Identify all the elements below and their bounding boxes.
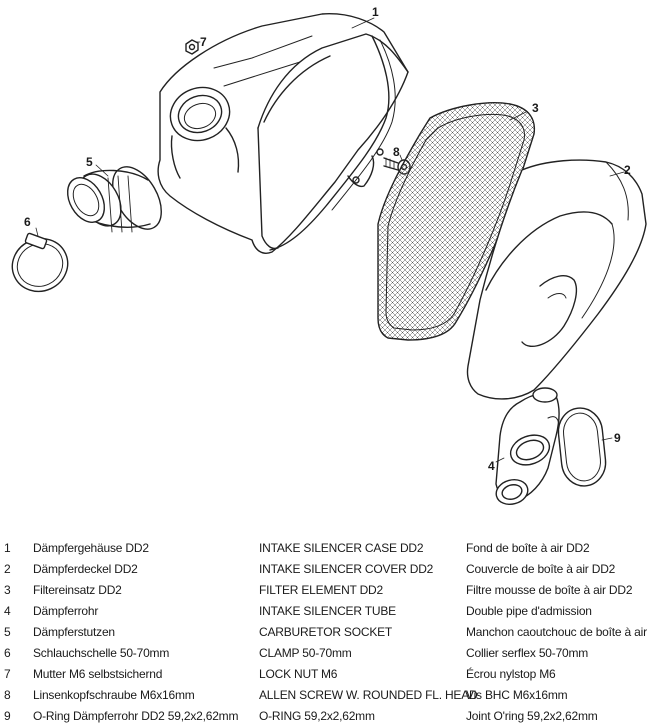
part-name-english: INTAKE SILENCER COVER DD2 [259, 562, 434, 576]
parts-list-row [0, 538, 650, 559]
callout-6: 6 [24, 215, 31, 229]
part-number: 7 [4, 667, 11, 681]
part-number: 6 [4, 646, 11, 660]
part-name-german: Filtereinsatz DD2 [33, 583, 122, 597]
part-name-french: Double pipe d'admission [466, 604, 592, 618]
o-ring [556, 406, 608, 488]
parts-list-row [0, 559, 650, 580]
intake-silencer-tube [493, 388, 559, 508]
callout-3: 3 [532, 101, 539, 115]
part-name-french: Couvercle de boîte à air DD2 [466, 562, 616, 576]
part-name-german: Linsenkopfschraube M6x16mm [33, 688, 195, 702]
parts-list-row [0, 685, 650, 706]
part-name-english: O-RING 59,2x2,62mm [259, 709, 375, 723]
parts-list-row [0, 664, 650, 685]
part-name-french: Manchon caoutchouc de boîte à air [466, 625, 647, 639]
part-number: 2 [4, 562, 11, 576]
callout-9: 9 [614, 431, 621, 445]
part-name-english: LOCK NUT M6 [259, 667, 338, 681]
parts-list [0, 538, 650, 727]
part-name-french: Fond de boîte à air DD2 [466, 541, 590, 555]
part-name-german: Schlauchschelle 50-70mm [33, 646, 170, 660]
part-name-german: Dämpferrohr [33, 604, 99, 618]
part-name-french: Écrou nylstop M6 [466, 667, 556, 681]
callout-4: 4 [488, 459, 495, 473]
part-number: 8 [4, 688, 11, 702]
callout-8: 8 [393, 145, 400, 159]
part-number: 1 [4, 541, 11, 555]
parts-list-row [0, 706, 650, 727]
parts-list-row [0, 580, 650, 601]
part-name-french: Filtre mousse de boîte à air DD2 [466, 583, 633, 597]
part-name-french: Vis BHC M6x16mm [466, 688, 568, 702]
parts-list-row [0, 622, 650, 643]
parts-list-row [0, 643, 650, 664]
part-name-english: INTAKE SILENCER TUBE [259, 604, 396, 618]
part-name-english: ALLEN SCREW W. ROUNDED FL. HEAD [259, 688, 478, 702]
parts-list-row [0, 601, 650, 622]
part-number: 9 [4, 709, 11, 723]
part-number: 3 [4, 583, 11, 597]
callout-7: 7 [200, 35, 207, 49]
callout-2: 2 [624, 163, 631, 177]
part-name-french: Collier serflex 50-70mm [466, 646, 589, 660]
part-name-english: INTAKE SILENCER CASE DD2 [259, 541, 424, 555]
part-number: 5 [4, 625, 11, 639]
part-name-german: Dämpferstutzen [33, 625, 115, 639]
part-name-english: CLAMP 50-70mm [259, 646, 352, 660]
part-name-german: Dämpferdeckel DD2 [33, 562, 138, 576]
part-name-german: Mutter M6 selbstsichernd [33, 667, 163, 681]
callout-1: 1 [372, 5, 379, 19]
hose-clamp [4, 230, 77, 301]
part-name-german: O-Ring Dämpferrohr DD2 59,2x2,62mm [33, 709, 239, 723]
carburetor-socket [60, 159, 171, 238]
part-name-english: FILTER ELEMENT DD2 [259, 583, 383, 597]
part-name-english: CARBURETOR SOCKET [259, 625, 393, 639]
part-number: 4 [4, 604, 11, 618]
part-name-french: Joint O'ring 59,2x2,62mm [466, 709, 598, 723]
part-name-german: Dämpfergehäuse DD2 [33, 541, 149, 555]
callout-5: 5 [86, 155, 93, 169]
